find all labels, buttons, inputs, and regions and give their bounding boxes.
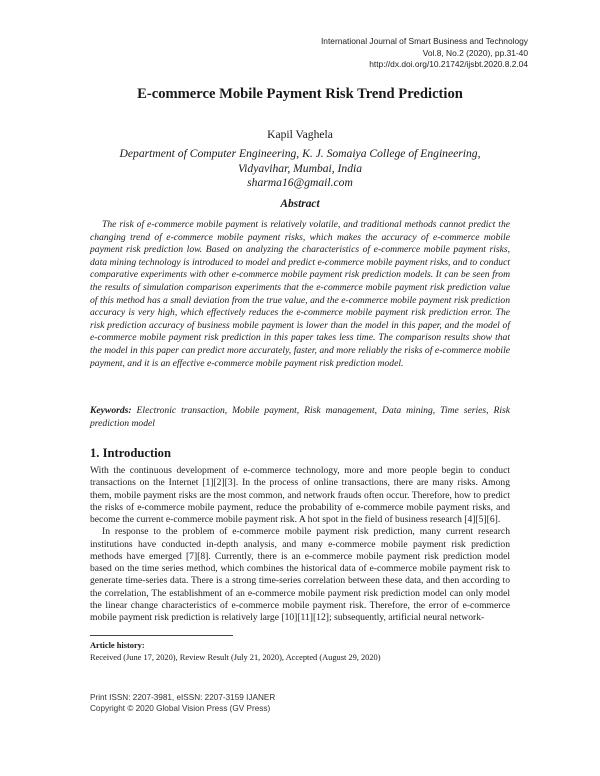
footnote-divider [90,635,233,636]
keywords-label: Keywords: [90,405,132,416]
keywords-text: Electronic transaction, Mobile payment, Risk management, Data mining, Time series, Risk prediction model [90,405,510,429]
journal-header [321,36,528,71]
journal-doi[interactable]: http://dx.doi.org/10.21742/ijsbt.2020.8.2.04 [369,59,528,70]
abstract-text: The risk of e-commerce mobile payment is relatively volatile, and traditional methods cannot predict the changing trend of e-commerce mobile payment risks, which makes the accuracy of e-commerce mobile payment risk prediction low. Based on analyzing the characteristics of e-commerce mobile payment risks, data mining technology is introduced to model and predict e-commerce mobile payment risks, and to conduct comparative experiments with other e-commerce mobile payment risk prediction models. It can be seen from the results of simulation comparison experiments that the e-commerce mobile payment risk prediction value of this method has a small deviation from the true value, and the e-commerce mobile payment risk prediction accuracy is very high, which effectively reduces the e-commerce mobile payment risk prediction error. The risk prediction accuracy of business mobile payment is lower than the model in this paper, and the model of e-commerce mobile payment risk prediction in this paper takes less time. The comparison results show that the model in this paper can predict more accurately, faster, and more reliably the risks of e-commerce mobile payment, and it is an effective e-commerce mobile payment risk prediction model. [90,219,510,369]
introduction-paragraph-2: In response to the problem of e-commerce mobile payment risk prediction, many current research institutions have conducted in-depth analysis, and many e-commerce mobile payment risk prediction methods have emerged [7][8]. Currently, there is an e-commerce mobile payment risk prediction model based on the time series method, which combines the historical data of e-commerce mobile payment risk to generate time-series data. There is a strong time-series correlation between these data, and then according to the correlation, The establishment of an e-commerce mobile payment risk prediction model can only model the linear change characteristics of e-commerce mobile payment risk. Therefore, the error of e-commerce mobile payment risk prediction is relatively large [10][11][12]; subsequently, artificial neural network- [90,526,510,623]
author-affiliation [0,147,600,191]
author-email[interactable]: sharma16@gmail.com [247,176,353,190]
affiliation-line-2: Vidyavihar, Mumbai, India [237,161,363,175]
introduction-body [90,465,510,624]
journal-volume: Vol.8, No.2 (2020), pp.31-40 [422,47,528,58]
section-heading-introduction: 1. Introduction [90,446,171,460]
affiliation-line-1: Department of Computer Engineering, K. J. Somaiya College of Engineering, [119,147,481,160]
footer-copyright: Copyright © 2020 Global Vision Press (GV Press) [90,704,271,714]
paper-title: E-commerce Mobile Payment Risk Trend Prediction [137,86,463,102]
introduction-paragraph-1: With the continuous development of e-commerce technology, more and more people begin to conduct transactions on the Internet [1][2][3]. In the process of online transactions, there are many risks. Among them, mobile payment risks are the most common, and network frauds often occur. Therefore, how to predict the risks of e-commerce mobile payment, reduce the probability of e-commerce mobile payment risks, and become the current e-commerce mobile payment risk. A hot spot in the field of business research [4][5][6]. [90,465,510,525]
author-name: Kapil Vaghela [267,128,333,141]
article-history-label: Article history: [90,641,145,650]
keywords [90,405,510,430]
article-history [90,640,381,663]
page-footer [90,692,275,714]
abstract-heading: Abstract [280,198,320,210]
article-history-text: Received (June 17, 2020), Review Result (July 21, 2020), Accepted (August 29, 2020) [90,652,381,662]
footer-issn: Print ISSN: 2207-3981, eISSN: 2207-3159 IJANER [90,693,276,702]
journal-name: International Journal of Smart Business and Technology [320,36,528,46]
